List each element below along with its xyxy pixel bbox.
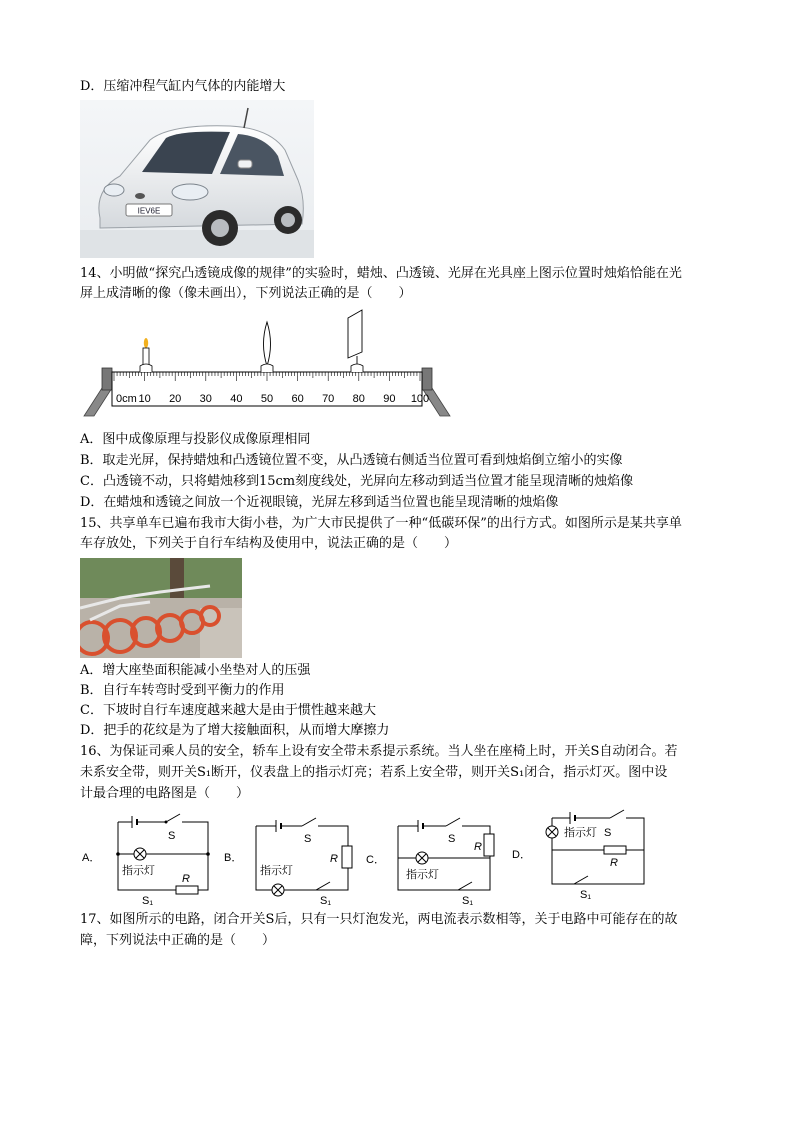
q16-stem-line3: 计最合理的电路图是（ ） xyxy=(80,786,250,801)
svg-text:S: S xyxy=(604,827,612,839)
optical-bench-figure xyxy=(82,308,452,424)
q15-stem-line1: 15、共享单车已遍布我市大街小巷，为广大市民提供了一种“低碳环保”的出行方式。如图所示是某共享单 xyxy=(80,516,682,531)
ruler-tick-label: 90 xyxy=(383,393,396,405)
svg-text:指示灯: 指示灯 xyxy=(564,827,597,839)
circuit-d xyxy=(512,810,644,901)
q15-option-c: C．下坡时自行车速度越来越大是由于惯性越来越大 xyxy=(80,703,376,718)
q14-option-c: C．凸透镜不动，只将蜡烛移到15cm刻度线处，光屏向左移动到适当位置才能呈现清晰的烛焰像 xyxy=(80,474,634,489)
q16-stem-line2: 未系安全带，则开关S₁断开，仪表盘上的指示灯亮；若系上安全带，则开关S₁闭合，指示灯灭。图中设 xyxy=(80,765,668,780)
svg-text:S₁: S₁ xyxy=(142,895,154,906)
q14-stem-line2: 屏上成清晰的像（像未画出），下列说法正确的是（ ） xyxy=(80,286,412,301)
q15-option-a: A．增大座垫面积能减小坐垫对人的压强 xyxy=(80,663,311,678)
ruler-tick-label: 30 xyxy=(199,393,212,405)
ruler-tick-label: 100 xyxy=(410,393,430,405)
ruler-tick-label: 50 xyxy=(260,393,274,405)
svg-text:S₁: S₁ xyxy=(462,895,474,906)
q16-circuit-options xyxy=(80,806,680,910)
svg-text:S₁: S₁ xyxy=(580,889,592,901)
ruler-tick-label: 20 xyxy=(169,393,182,405)
q14-option-a: A．图中成像原理与投影仪成像原理相同 xyxy=(80,432,311,447)
svg-text:R: R xyxy=(610,857,618,869)
shared-bikes-photo xyxy=(80,558,242,658)
q15-stem-line2: 车存放处，下列关于自行车结构及使用中，说法正确的是（ ） xyxy=(80,536,458,551)
q17-stem-line1: 17、如图所示的电路，闭合开关S后，只有一只灯泡发光，两电流表示数相等，关于电路中可能存在的故 xyxy=(80,912,678,927)
circuit-a xyxy=(82,814,210,906)
svg-text:指示灯: 指示灯 xyxy=(406,869,439,881)
circuit-b xyxy=(224,818,352,906)
svg-text:R: R xyxy=(474,841,482,853)
q15-option-b: B．自行车转弯时受到平衡力的作用 xyxy=(80,683,285,698)
svg-text:R: R xyxy=(182,873,190,885)
svg-text:S₁: S₁ xyxy=(320,895,332,906)
ruler-tick-label: 10 xyxy=(138,393,151,405)
svg-text:指示灯: 指示灯 xyxy=(122,865,155,877)
svg-text:S: S xyxy=(168,830,176,842)
q14-option-b: B．取走光屏，保持蜡烛和凸透镜位置不变，从凸透镜右侧适当位置可看到烛焰倒立缩小的实像 xyxy=(80,453,623,468)
ruler-tick-label: 0cm xyxy=(116,393,137,405)
q15-option-d: D．把手的花纹是为了增大接触面积，从而增大摩擦力 xyxy=(80,723,390,738)
ruler-tick-label: 70 xyxy=(322,393,335,405)
q14-option-d: D．在蜡烛和透镜之间放一个近视眼镜，光屏左移到适当位置也能呈现清晰的烛焰像 xyxy=(80,495,559,510)
ruler-tick-label: 60 xyxy=(291,393,304,405)
circuit-c xyxy=(366,818,494,906)
q17-stem-line2: 障，下列说法中正确的是（ ） xyxy=(80,933,276,948)
svg-text:B．: B． xyxy=(224,852,243,864)
ruler-tick-label: 40 xyxy=(230,393,243,405)
svg-text:指示灯: 指示灯 xyxy=(260,865,293,877)
car-badge: IEV6E xyxy=(137,206,161,216)
convex-lens xyxy=(261,322,273,372)
candle xyxy=(140,338,152,372)
electric-car-photo xyxy=(80,100,314,258)
svg-text:S: S xyxy=(304,833,312,845)
ruler-tick-label: 80 xyxy=(352,393,365,405)
svg-text:S: S xyxy=(448,833,456,845)
svg-text:R: R xyxy=(330,853,338,865)
q16-stem-line1: 16、为保证司乘人员的安全，轿车上设有安全带未系提示系统。当人坐在座椅上时，开关S自动闭合。若 xyxy=(80,744,678,759)
q14-stem-line1: 14、小明做“探究凸透镜成像的规律”的实验时，蜡烛、凸透镜、光屏在光具座上图示位置时烛焰恰能在光 xyxy=(80,266,682,281)
svg-text:A．: A． xyxy=(82,852,101,864)
svg-text:C．: C． xyxy=(366,854,385,866)
q13-option-d: D．压缩冲程气缸内气体的内能增大 xyxy=(80,79,286,94)
light-screen xyxy=(348,310,363,372)
svg-text:D．: D． xyxy=(512,849,531,861)
